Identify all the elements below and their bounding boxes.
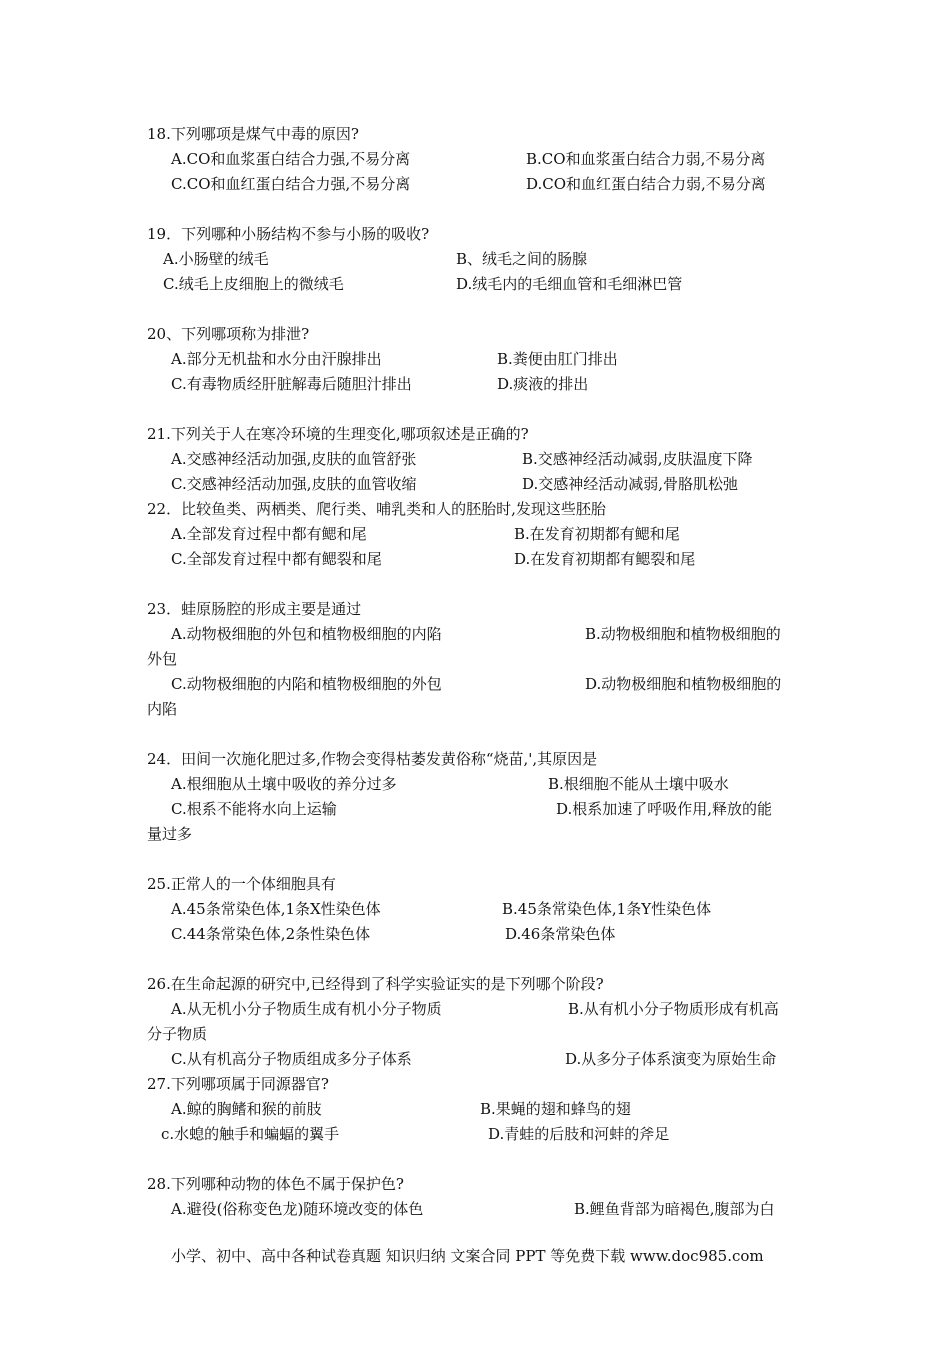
question-26-option-a: A.从无机小分子物质生成有机小分子物质 — [171, 1000, 442, 1018]
question-27-stem: 27.下列哪项属于同源器官? — [147, 1075, 329, 1093]
question-19-stem: 19．下列哪种小肠结构不参与小肠的吸收? — [147, 225, 430, 243]
question-23-option-d: D.动物极细胞和植物极细胞的 — [585, 675, 782, 693]
question-26-stem: 26.在生命起源的研究中,已经得到了科学实验证实的是下列哪个阶段? — [147, 975, 604, 993]
question-22-option-a: A.全部发育过程中都有鳃和尾 — [171, 525, 367, 543]
question-20-option-c: C.有毒物质经肝脏解毒后随胆汁排出 — [171, 375, 412, 393]
question-23-option-b: B.动物极细胞和植物极细胞的 — [585, 625, 781, 643]
question-20-stem: 20、下列哪项称为排泄? — [147, 325, 310, 343]
question-18-option-a: A.CO和血浆蛋白结合力强,不易分离 — [171, 150, 411, 168]
question-27-option-c: c.水螅的触手和蝙蝠的翼手 — [161, 1125, 340, 1143]
question-25-option-c: C.44条常染色体,2条性染色体 — [171, 925, 371, 943]
question-25-stem: 25.正常人的一个体细胞具有 — [147, 875, 336, 893]
question-27-option-b: B.果蝇的翅和蜂鸟的翅 — [480, 1100, 631, 1118]
question-23-option-d-continued: 内陷 — [147, 700, 178, 718]
question-25-option-a: A.45条常染色体,1条X性染色体 — [171, 900, 381, 918]
question-18-option-d: D.CO和血红蛋白结合力弱,不易分离 — [526, 175, 766, 193]
question-23-option-c: C.动物极细胞的内陷和植物极细胞的外包 — [171, 675, 442, 693]
question-19-option-c: C.绒毛上皮细胞上的微绒毛 — [163, 275, 344, 293]
question-19-option-b: B、绒毛之间的肠腺 — [456, 250, 588, 268]
question-27-option-a: A.鲸的胸鳍和猴的前肢 — [171, 1100, 322, 1118]
question-19-option-a: A.小肠壁的绒毛 — [163, 250, 269, 268]
question-19-option-d: D.绒毛内的毛细血管和毛细淋巴管 — [456, 275, 683, 293]
question-24-option-b: B.根细胞不能从土壤中吸水 — [548, 775, 729, 793]
question-23-stem: 23．蛙原肠腔的形成主要是通过 — [147, 600, 362, 618]
question-20-option-b: B.粪便由肛门排出 — [497, 350, 618, 368]
question-24-option-c: C.根系不能将水向上运输 — [171, 800, 337, 818]
question-27-option-d: D.青蛙的后肢和河蚌的斧足 — [488, 1125, 670, 1143]
question-28-option-a: A.避役(俗称变色龙)随环境改变的体色 — [171, 1200, 424, 1218]
question-21-option-c: C.交感神经活动加强,皮肤的血管收缩 — [171, 475, 417, 493]
question-22-stem: 22．比较鱼类、两栖类、爬行类、哺乳类和人的胚胎时,发现这些胚胎 — [147, 500, 606, 518]
question-18-option-b: B.CO和血浆蛋白结合力弱,不易分离 — [526, 150, 766, 168]
question-24-option-d: D.根系加速了呼吸作用,释放的能 — [556, 800, 773, 818]
question-26-option-b-continued: 分子物质 — [147, 1025, 208, 1043]
question-26-option-c: C.从有机高分子物质组成多分子体系 — [171, 1050, 412, 1068]
question-26-option-b: B.从有机小分子物质形成有机高 — [568, 1000, 779, 1018]
question-18-stem: 18.下列哪项是煤气中毒的原因? — [147, 125, 359, 143]
question-18-option-c: C.CO和血红蛋白结合力强,不易分离 — [171, 175, 411, 193]
question-22-option-d: D.在发育初期都有鳃裂和尾 — [514, 550, 696, 568]
question-24-option-a: A.根细胞从土壤中吸收的养分过多 — [171, 775, 397, 793]
question-22-option-c: C.全部发育过程中都有鳃裂和尾 — [171, 550, 382, 568]
page-footer: 小学、初中、高中各种试卷真题 知识归纳 文案合同 PPT 等免费下载 www.doc985.com — [171, 1247, 764, 1265]
question-24-stem: 24．田间一次施化肥过多,作物会变得枯萎发黄俗称“烧苗,',其原因是 — [147, 750, 598, 768]
question-28-option-b: B.鲤鱼背部为暗褐色,腹部为白 — [574, 1200, 775, 1218]
question-22-option-b: B.在发育初期都有鳃和尾 — [514, 525, 680, 543]
question-23-option-b-continued: 外包 — [147, 650, 178, 668]
question-23-option-a: A.动物极细胞的外包和植物极细胞的内陷 — [171, 625, 442, 643]
question-26-option-d: D.从多分子体系演变为原始生命 — [565, 1050, 777, 1068]
question-25-option-d: D.46条常染色体 — [505, 925, 616, 943]
question-28-stem: 28.下列哪种动物的体色不属于保护色? — [147, 1175, 404, 1193]
question-24-option-d-continued: 量过多 — [147, 825, 193, 843]
question-25-option-b: B.45条常染色体,1条Y性染色体 — [502, 900, 712, 918]
question-21-option-d: D.交感神经活动减弱,骨胳肌松弛 — [522, 475, 739, 493]
question-21-stem: 21.下列关于人在寒冷环境的生理变化,哪项叙述是正确的? — [147, 425, 529, 443]
question-21-option-b: B.交感神经活动减弱,皮肤温度下降 — [522, 450, 753, 468]
question-20-option-d: D.痰液的排出 — [497, 375, 589, 393]
question-21-option-a: A.交感神经活动加强,皮肤的血管舒张 — [171, 450, 417, 468]
question-20-option-a: A.部分无机盐和水分由汗腺排出 — [171, 350, 382, 368]
